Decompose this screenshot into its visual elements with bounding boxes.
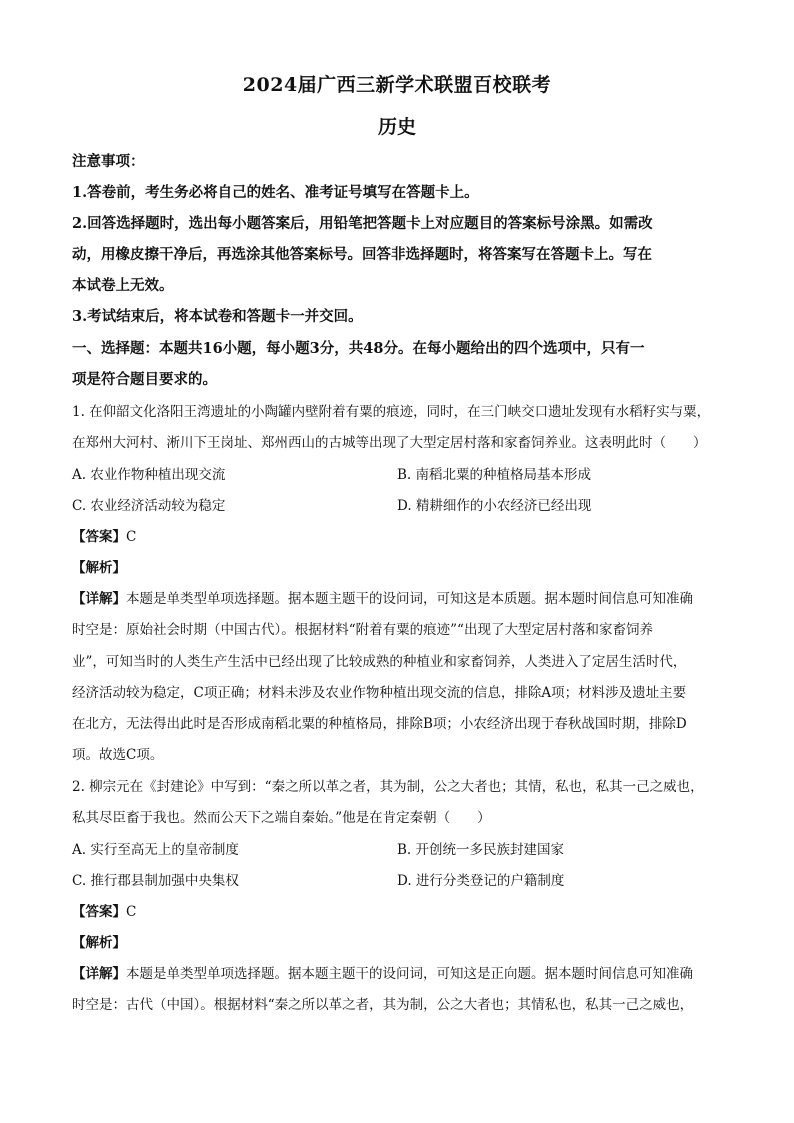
q1-stem-line-2: 在郑州大河村、淅川下王岗址、郑州西山的古城等出现了大型定居村落和家畜饲养业。这表明此时（ ） <box>72 435 707 451</box>
analysis-tag: 【解析】 <box>72 560 126 576</box>
q2-detail-line-2: 时空是：古代（中国）。根据材料“秦之所以革之者，其为制，公之大者也；其情私也，私其一己之威也， <box>72 997 694 1013</box>
q1-option-c: C. 农业经济活动较为稳定 <box>72 498 226 514</box>
notice-item-2-line-1: 2.回答选择题时，选出每小题答案后，用铅笔把答题卡上对应题目的答案标号涂黑。如需改 <box>72 215 653 232</box>
detail-text: 本题是单类型单项选择题。据本题主题干的设问词，可知这是正向题。据本题时间信息可知准确 <box>126 966 693 982</box>
q1-option-d: D. 精耕细作的小农经济已经出现 <box>397 498 592 514</box>
answer-tag: 【答案】 <box>72 529 126 545</box>
q2-stem-line-2: 私其尽臣畜于我也。然而公天下之端自秦始。”他是在肯定秦朝（ ） <box>72 810 491 826</box>
q1-detail-line-5: 在北方，无法得出此时是否形成南稻北粟的种植格局，排除B项；小农经济出现于春秋战国时期，排除D <box>72 716 687 732</box>
exam-title: 2024届广西三新学术联盟百校联考 <box>242 74 552 96</box>
detail-tag: 【详解】 <box>72 591 126 607</box>
q2-option-c: C. 推行郡县制加强中央集权 <box>72 873 239 889</box>
q2-answer <box>72 900 732 920</box>
q2-option-d: D. 进行分类登记的户籍制度 <box>397 873 565 889</box>
notice-heading: 注意事项： <box>72 153 145 170</box>
q2-stem-line-1: 2. 柳宗元在《封建论》中写到：“秦之所以革之者，其为制，公之大者也；其情，私也，私其一己之威也， <box>72 779 704 795</box>
answer-value: C <box>126 904 137 920</box>
q1-detail-line-6: 项。故选C项。 <box>72 747 164 763</box>
subject-title: 历史 <box>377 116 416 138</box>
q1-option-b: B. 南稻北粟的种植格局基本形成 <box>397 467 592 483</box>
q1-option-a: A. 农业作物种植出现交流 <box>72 467 226 483</box>
analysis-tag: 【解析】 <box>72 935 126 951</box>
notice-item-2-line-3: 本试卷上无效。 <box>72 277 174 294</box>
q1-detail-line-2: 时空是：原始社会时期（中国古代）。根据材料“附着有粟的痕迹”“出现了大型定居村落和家畜饲养 <box>72 622 653 638</box>
section-heading-line-1: 一、选择题：本题共16小题，每小题3分，共48分。在每小题给出的四个选项中，只有一 <box>72 340 645 357</box>
q1-detail-line-1 <box>72 587 732 607</box>
q1-detail-line-3: 业”，可知当时的人类生产生活中已经出现了比较成熟的种植业和家畜饲养，人类进入了定居生活时代， <box>72 654 687 670</box>
q1-detail-line-4: 经济活动较为稳定，C项正确；材料未涉及农业作物种植出现交流的信息，排除A项；材料涉及遗址主要 <box>72 685 687 701</box>
q2-analysis-tag <box>72 931 732 951</box>
q2-detail-line-1 <box>72 962 732 982</box>
q1-answer <box>72 525 732 545</box>
q2-option-b: B. 开创统一多民族封建国家 <box>397 842 565 858</box>
notice-item-2-line-2: 动，用橡皮擦干净后，再选涂其他答案标号。回答非选择题时，将答案写在答题卡上。写在 <box>72 246 652 263</box>
notice-item-1: 1.答卷前，考生务必将自己的姓名、准考证号填写在答题卡上。 <box>72 184 479 201</box>
notice-item-3: 3.考试结束后，将本试卷和答题卡一并交回。 <box>72 308 363 325</box>
q1-stem-line-1: 1. 在仰韶文化洛阳王湾遗址的小陶罐内壁附着有粟的痕迹，同时，在三门峡交口遗址发现有水稻籽实与粟， <box>72 404 711 420</box>
detail-tag: 【详解】 <box>72 966 126 982</box>
detail-text: 本题是单类型单项选择题。据本题主题干的设问词，可知这是本质题。据本题时间信息可知准确 <box>126 591 693 607</box>
q2-option-a: A. 实行至高无上的皇帝制度 <box>72 842 239 858</box>
answer-value: C <box>126 529 137 545</box>
answer-tag: 【答案】 <box>72 904 126 920</box>
section-heading-line-2: 项是符合题目要求的。 <box>72 371 217 388</box>
q1-analysis-tag <box>72 556 732 576</box>
